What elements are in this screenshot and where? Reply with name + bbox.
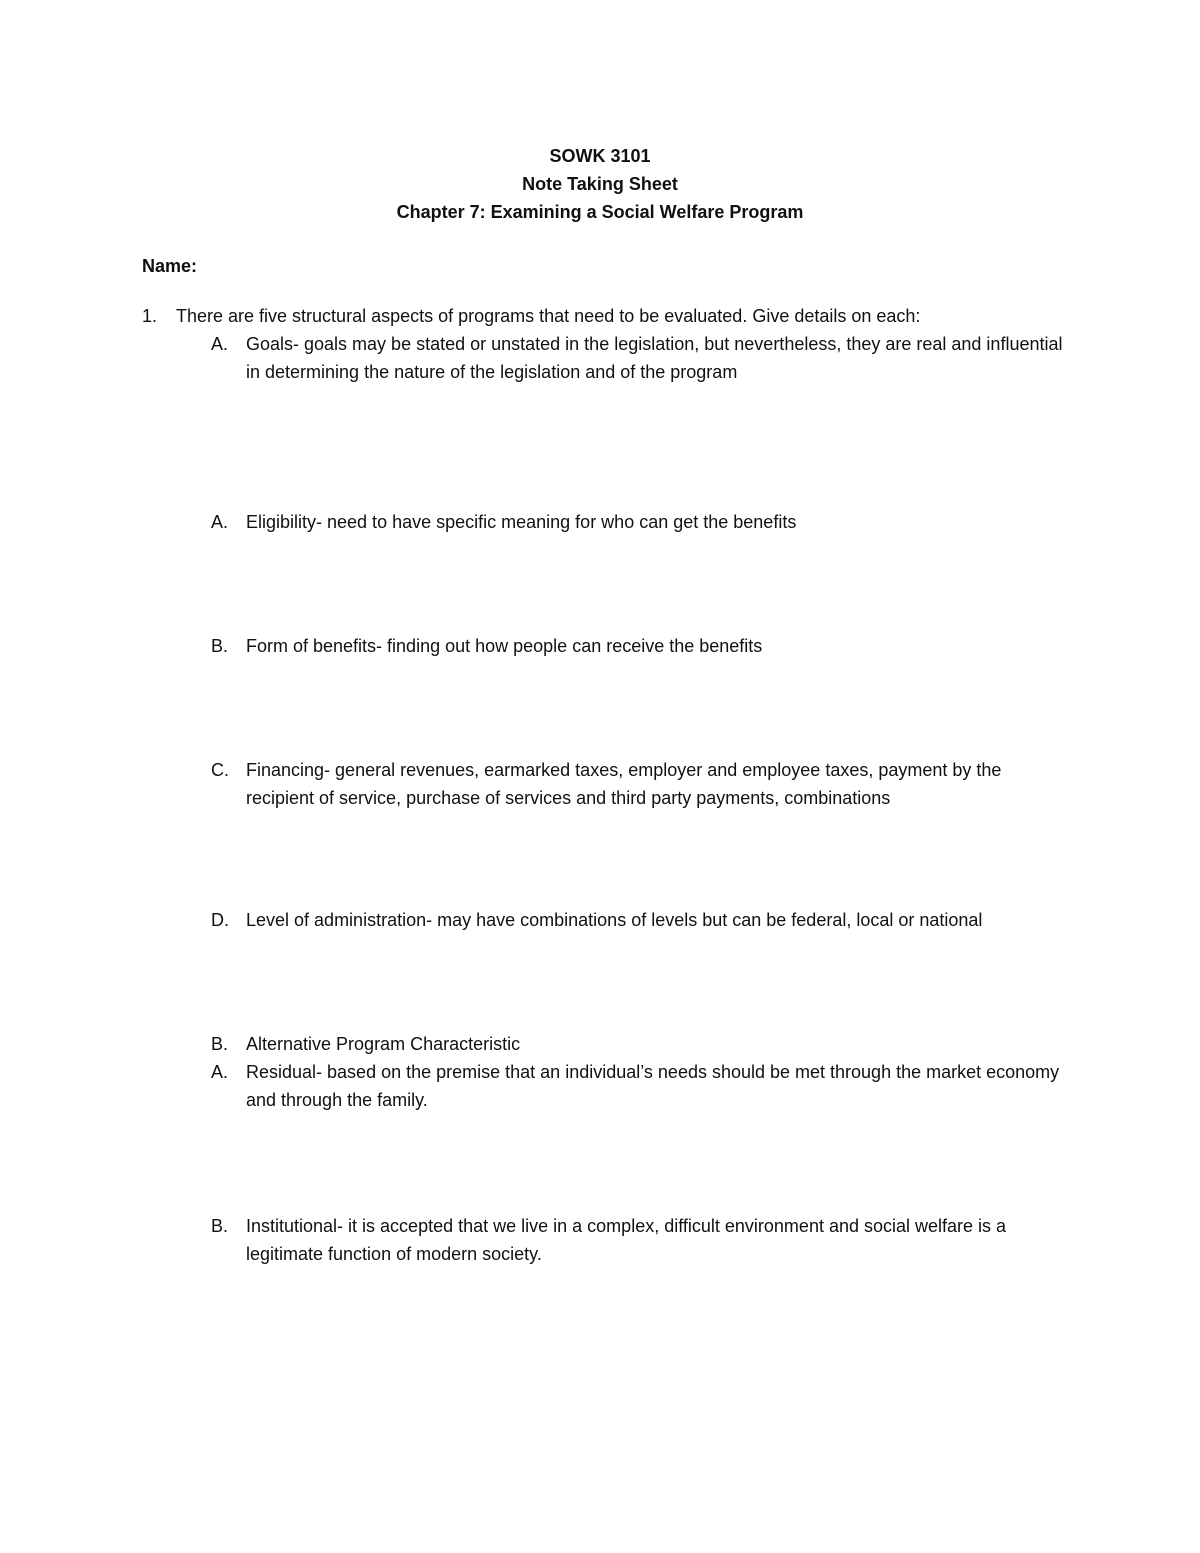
list-item-text: Eligibility- need to have specific meaning for who can get the benefits (246, 512, 797, 532)
name-label: Name: (142, 256, 198, 276)
chapter-title: Chapter 7: Examining a Social Welfare Program (396, 202, 804, 222)
list-marker: B. (211, 1034, 229, 1054)
question-1 (142, 302, 920, 330)
list-item-financing (211, 756, 1071, 812)
list-marker: B. (211, 636, 229, 656)
list-item-text: Goals- goals may be stated or unstated in the legislation, but nevertheless, they are real and influential in determining the nature of the legislation and of the program (246, 334, 1063, 382)
list-marker: A. (211, 1062, 229, 1082)
list-item-level-of-administration (211, 906, 1071, 934)
list-item-text: Alternative Program Characteristic (246, 1034, 521, 1054)
question-text: There are five structural aspects of programs that need to be evaluated. Give details on each: (176, 306, 921, 326)
course-title: SOWK 3101 (549, 146, 651, 166)
list-marker: A. (211, 334, 229, 354)
list-marker: A. (211, 512, 229, 532)
list-marker: C. (211, 760, 229, 780)
list-marker: B. (211, 1216, 229, 1236)
list-item-form-of-benefits (211, 632, 1071, 660)
list-item-text: Residual- based on the premise that an individual’s needs should be met through the market economy and through the family. (246, 1062, 1060, 1110)
list-item-goals (211, 330, 1071, 386)
list-item-institutional (211, 1212, 1071, 1268)
sheet-title: Note Taking Sheet (522, 174, 678, 194)
list-item-text: Level of administration- may have combinations of levels but can be federal, local or national (246, 910, 983, 930)
list-item-text: Institutional- it is accepted that we live in a complex, difficult environment and social welfare is a legitimate function of modern society. (246, 1216, 1007, 1264)
list-item-alternative-program (211, 1030, 1071, 1058)
list-item-text: Form of benefits- finding out how people can receive the benefits (246, 636, 763, 656)
question-number: 1. (142, 306, 158, 326)
list-item-residual (211, 1058, 1071, 1114)
list-marker: D. (211, 910, 229, 930)
list-item-eligibility (211, 508, 1071, 536)
list-item-text: Financing- general revenues, earmarked taxes, employer and employee taxes, payment by the recipient of service, purchase of services and third party payments, combinations (246, 760, 1002, 808)
